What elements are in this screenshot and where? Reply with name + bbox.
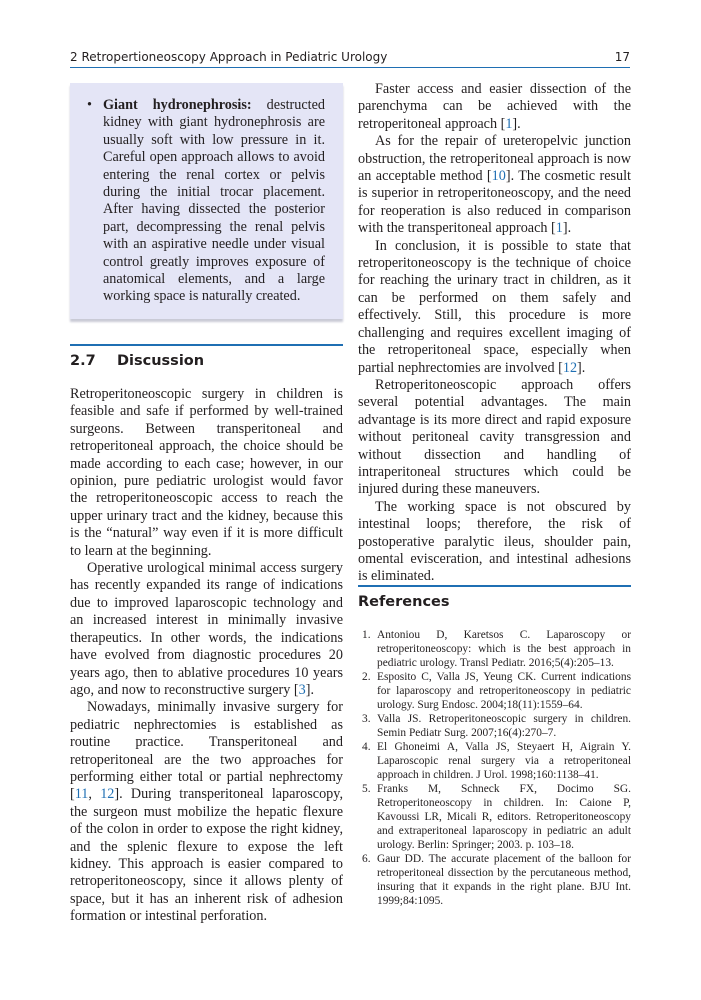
reference-list (362, 628, 631, 908)
reference-number: 5. (362, 783, 371, 795)
citation-link[interactable]: 3 (298, 681, 306, 698)
reference-text: El Ghoneimi A, Valla JS, Steyaert H, Aigrain Y. Laparoscopic renal surgery via a retroperitoneal approach in children. J Urol. 1998;160:1138–41. (377, 741, 631, 781)
reference-text: Gaur DD. The accurate placement of the balloon for retroperitoneal dissection by the percutaneous method, insuring that it expands in the right plane. BJU Int. 1999;84:1095. (377, 853, 631, 907)
reference-text: Esposito C, Valla JS, Yeung CK. Current indications for laparoscopy and retroperitoneoscopy in pediatric urology. Surg Endosc. 2004;18(11):1559–64. (377, 671, 631, 711)
reference-number: 3. (362, 713, 371, 725)
bullet-mark: • (87, 97, 92, 113)
reference-text: Antoniou D, Karetsos C. Laparoscopy or retroperitoneoscopy: which is the best approach in pediatric urology. Transl Pediatr. 2016;5(4):205–13. (377, 629, 631, 669)
discussion-paragraph-2 (70, 560, 343, 699)
paragraph-text: As for the repair of ureteropelvic junction obstruction, the retroperitoneal approach is now an acceptable method [ (358, 133, 631, 185)
citation-link[interactable]: 1 (505, 115, 513, 132)
paragraph-text: ]. The cosmetic result is superior in retroperitoneoscopy, and the need for reoperation is also reduced in comparison with the transperitoneal approach [ (358, 168, 631, 237)
bullet-item-giant-hydronephrosis (87, 97, 325, 306)
reference-item (362, 740, 631, 782)
reference-number: 4. (362, 741, 371, 753)
reference-item (362, 852, 631, 908)
references-title: References (358, 594, 450, 610)
bullet-box (70, 83, 343, 319)
right-paragraph-5: The working space is not obscured by intestinal loops; therefore, the risk of postoperative paralytic ileus, shoulder pain, omental evisceration, and intestinal adhesions is eliminated. (358, 498, 631, 585)
discussion-heading (70, 344, 343, 369)
reference-item (362, 782, 631, 852)
citation-link[interactable]: 12 (100, 786, 115, 803)
page-number: 17 (614, 50, 630, 64)
right-paragraph-3 (358, 238, 631, 377)
reference-item (362, 712, 631, 740)
paragraph-text: Operative urological minimal access surgery has recently expanded its range of indications due to improved laparoscopic technology and an increased interest in minimally invasive therapeutics. In other words, the indications have evolved from diagnostic procedures 20 years ago, then to ablative procedures 10 years ago, and now to reconstructive surgery [ (70, 560, 343, 698)
reference-number: 6. (362, 853, 371, 865)
paragraph-text: Faster access and easier dissection of the parenchyma can be achieved with the retroperitoneal approach [ (358, 81, 631, 132)
right-column (358, 81, 631, 586)
paragraph-text: ]. (512, 115, 521, 132)
citation-link[interactable]: 10 (491, 168, 506, 185)
discussion-paragraph-3 (70, 699, 343, 925)
left-column (70, 386, 343, 926)
right-paragraph-2 (358, 133, 631, 237)
running-header (70, 46, 630, 68)
reference-number: 1. (362, 629, 371, 641)
reference-number: 2. (362, 671, 371, 683)
section-rule (358, 585, 631, 587)
section-title-text: Discussion (117, 353, 205, 369)
paragraph-text: Nowadays, minimally invasive surgery for pediatric nephrectomies is established as routine practice. Transperitoneal and retroperitoneal are the two approaches for performing either total or partial nephrectomy [ (70, 699, 343, 803)
header-rule (70, 67, 630, 69)
citation-link[interactable]: 11 (74, 786, 89, 803)
paragraph-text: , (88, 786, 101, 803)
paragraph-text: ]. (577, 359, 586, 376)
running-title: 2 Retropertioneoscopy Approach in Pediatric Urology (70, 50, 388, 64)
paragraph-text: In conclusion, it is possible to state that retroperitoneoscopy is the technique of choice for reaching the urinary tract in children, as it can be performed on them safely and effectively. Still, this procedure is more challenging and requires excellent imaging of the retroperitoneal space, especially when partial nephrectomies are involved [ (358, 237, 631, 376)
paragraph-text: ]. (562, 220, 572, 237)
paragraph-text: ]. During transperitoneal laparoscopy, the surgeon must mobilize the hepatic flexure of the colon in order to expose the right kidney, and the splenic flexure to expose the left kidney. This approach is easier compared to retroperitoneoscopy, since it allows plenty of space, but it has an inherent risk of adhesion formation or intestinal perforation. (70, 786, 343, 925)
right-paragraph-1 (358, 81, 631, 133)
section-number: 2.7 (70, 353, 96, 369)
paragraph-text: ]. (305, 681, 315, 698)
references-heading (358, 585, 631, 610)
reference-item (362, 628, 631, 670)
reference-text: Valla JS. Retroperitoneoscopic surgery in children. Semin Pediatr Surg. 2007;16(4):270–7. (377, 713, 631, 739)
bullet-text (103, 97, 325, 306)
discussion-paragraph-1: Retroperitoneoscopic surgery in children is feasible and safe if performed by well-trained surgeons. Between transperitoneal and retroperitoneal approach, the choice should be made according to each case; however, in our opinion, pure pediatric urologist would favor the retroperitoneoscopic access to reach the upper urinary tract and the kidney, because this is the “natural” way even if it is more difficult to learn at the beginning. (70, 386, 343, 559)
section-rule (70, 344, 343, 346)
bullet-body: destructed kidney with giant hydronephrosis are usually soft with low pressure in it. Careful open approach allows to avoid entering the renal cortex or pelvis during the initial trocar placement. After having dissected the posterior part, decompressing the renal pelvis with an aspirative needle under visual control greatly improves exposure of anatomical elements, and a large working space is naturally created. (103, 97, 325, 305)
section-title (70, 353, 343, 369)
citation-link[interactable]: 1 (555, 220, 563, 237)
bullet-term: Giant hydronephrosis: (103, 97, 252, 113)
citation-link[interactable]: 12 (562, 359, 578, 376)
reference-item (362, 670, 631, 712)
reference-text: Franks M, Schneck FX, Docimo SG. Retroperitoneoscopy in children. In: Caione P, Kavoussi LR, Micali R, editors. Retroperitoneoscopy and extraperitoneal laparoscopy in pediatric an adult urology. Berlin: Springer; 2003. p. 103–18. (377, 783, 631, 851)
right-paragraph-4: Retroperitoneoscopic approach offers several potential advantages. The main advantage is its more direct and rapid exposure without peritoneal cavity transgression and without dissection and handling of intraperitoneal structures which could be injured during these maneuvers. (358, 376, 631, 498)
